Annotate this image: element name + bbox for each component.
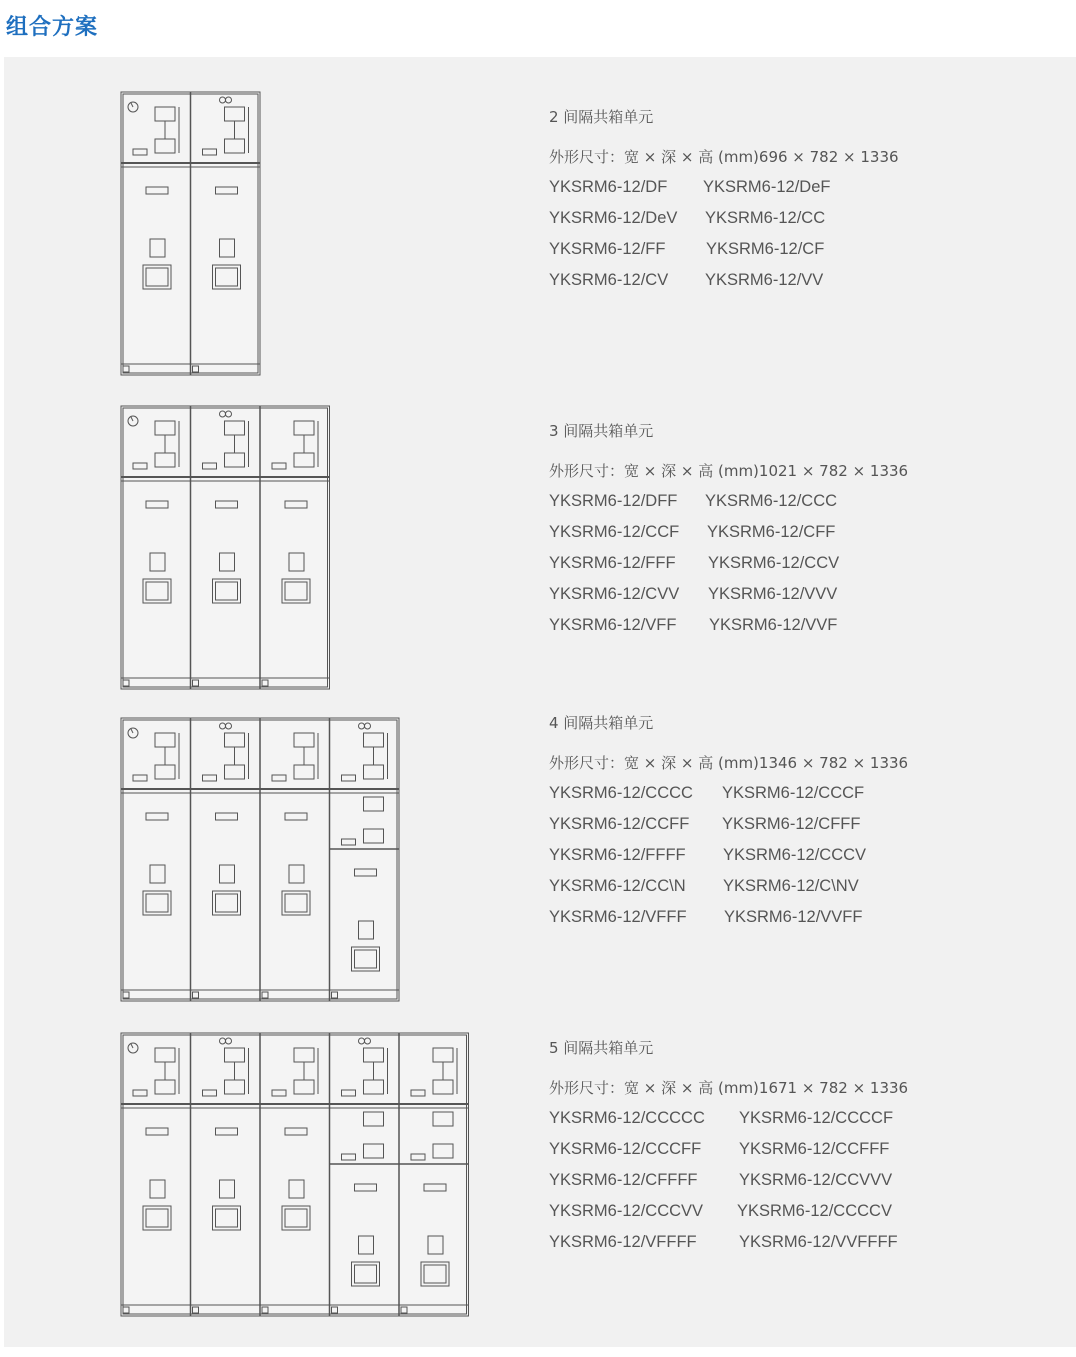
model-row [549, 813, 908, 835]
cabinet-drawing-4-bay [120, 717, 403, 1002]
model-list [549, 782, 908, 928]
unit-dimensions: 外形尺寸：宽 × 深 × 高 (mm)696 × 782 × 1336 [549, 148, 899, 166]
model-code: YKSRM6-12/CF [706, 240, 825, 258]
model-code: YKSRM6-12/VVFF [724, 908, 863, 926]
model-code: YKSRM6-12/CVV [549, 585, 680, 603]
model-row [549, 552, 908, 574]
model-code: YKSRM6-12/VFFFF [549, 1233, 697, 1251]
model-code: YKSRM6-12/C\NV [723, 877, 859, 895]
model-row [549, 583, 908, 605]
model-code: YKSRM6-12/CCV [708, 554, 840, 572]
model-code: YKSRM6-12/FFFF [549, 846, 686, 864]
model-code: YKSRM6-12/CC\N [549, 877, 686, 895]
cabinet-frame [121, 1033, 469, 1316]
model-code: YKSRM6-12/VFF [549, 616, 677, 634]
model-code: YKSRM6-12/CCF [549, 523, 680, 541]
model-code: YKSRM6-12/CFFF [722, 815, 861, 833]
model-code: YKSRM6-12/CCCVV [549, 1202, 704, 1220]
model-code: YKSRM6-12/CFF [707, 523, 836, 541]
model-code: YKSRM6-12/VVV [708, 585, 838, 603]
model-code: YKSRM6-12/CCC [705, 492, 838, 510]
model-code: YKSRM6-12/VFFF [549, 908, 687, 926]
model-code: YKSRM6-12/CCCV [723, 846, 867, 864]
model-row [549, 269, 899, 291]
cabinet-lines [121, 406, 330, 689]
model-code: YKSRM6-12/CCCF [722, 784, 865, 802]
model-row [549, 176, 899, 198]
model-row [549, 844, 908, 866]
unit-dimensions: 外形尺寸：宽 × 深 × 高 (mm)1346 × 782 × 1336 [549, 754, 909, 772]
unit-dimensions: 外形尺寸：宽 × 深 × 高 (mm)1671 × 782 × 1336 [549, 1079, 909, 1097]
model-code: YKSRM6-12/CCCCC [549, 1109, 705, 1127]
model-code: YKSRM6-12/VVF [709, 616, 838, 634]
model-code: YKSRM6-12/CCCCF [739, 1109, 894, 1127]
model-list [549, 490, 908, 636]
unit-info-4-bay [549, 712, 908, 928]
model-list [549, 1107, 908, 1253]
unit-title: 3 间隔共箱单元 [549, 422, 654, 440]
model-code: YKSRM6-12/CFFFF [549, 1171, 698, 1189]
model-code: YKSRM6-12/DeF [703, 178, 831, 196]
model-code: YKSRM6-12/FFF [549, 554, 676, 572]
model-row [549, 207, 899, 229]
model-code: YKSRM6-12/CC [705, 209, 826, 227]
unit-info-3-bay [549, 420, 908, 636]
model-row [549, 1231, 908, 1253]
cabinet-drawing-2-bay [120, 91, 265, 376]
unit-title: 5 间隔共箱单元 [549, 1039, 654, 1057]
model-code: YKSRM6-12/CCCCV [737, 1202, 892, 1220]
model-code: YKSRM6-12/DF [549, 178, 668, 196]
model-code: YKSRM6-12/CV [549, 271, 669, 289]
model-code: YKSRM6-12/VV [705, 271, 824, 289]
cabinet-drawing-5-bay [120, 1032, 473, 1317]
model-code: YKSRM6-12/CCCC [549, 784, 693, 802]
model-code: YKSRM6-12/DeV [549, 209, 678, 227]
cabinet-frame [121, 406, 330, 689]
cabinet-drawing-3-bay [120, 405, 334, 690]
model-row [549, 1169, 908, 1191]
model-code: YKSRM6-12/CCVVV [739, 1171, 893, 1189]
model-code: YKSRM6-12/CCCFF [549, 1140, 702, 1158]
page-title: 组合方案 [6, 15, 99, 40]
model-row [549, 1138, 908, 1160]
cabinet-lines [121, 1033, 469, 1316]
model-code: YKSRM6-12/DFF [549, 492, 678, 510]
model-row [549, 875, 908, 897]
unit-title: 2 间隔共箱单元 [549, 108, 654, 126]
model-row [549, 614, 908, 636]
unit-title: 4 间隔共箱单元 [549, 714, 654, 732]
cabinet-lines [121, 718, 399, 1001]
model-row [549, 782, 908, 804]
model-list [549, 176, 899, 291]
model-row [549, 238, 899, 260]
model-row [549, 490, 908, 512]
model-code: YKSRM6-12/VVFFFF [739, 1233, 898, 1251]
cabinet-lines [121, 92, 260, 375]
model-row [549, 521, 908, 543]
model-code: YKSRM6-12/CCFFF [739, 1140, 890, 1158]
model-row [549, 1107, 908, 1129]
unit-dimensions: 外形尺寸：宽 × 深 × 高 (mm)1021 × 782 × 1336 [549, 462, 909, 480]
model-code: YKSRM6-12/FF [549, 240, 666, 258]
unit-info-2-bay [549, 106, 899, 291]
model-row [549, 1200, 908, 1222]
unit-info-5-bay [549, 1037, 908, 1253]
model-code: YKSRM6-12/CCFF [549, 815, 690, 833]
model-row [549, 906, 908, 928]
